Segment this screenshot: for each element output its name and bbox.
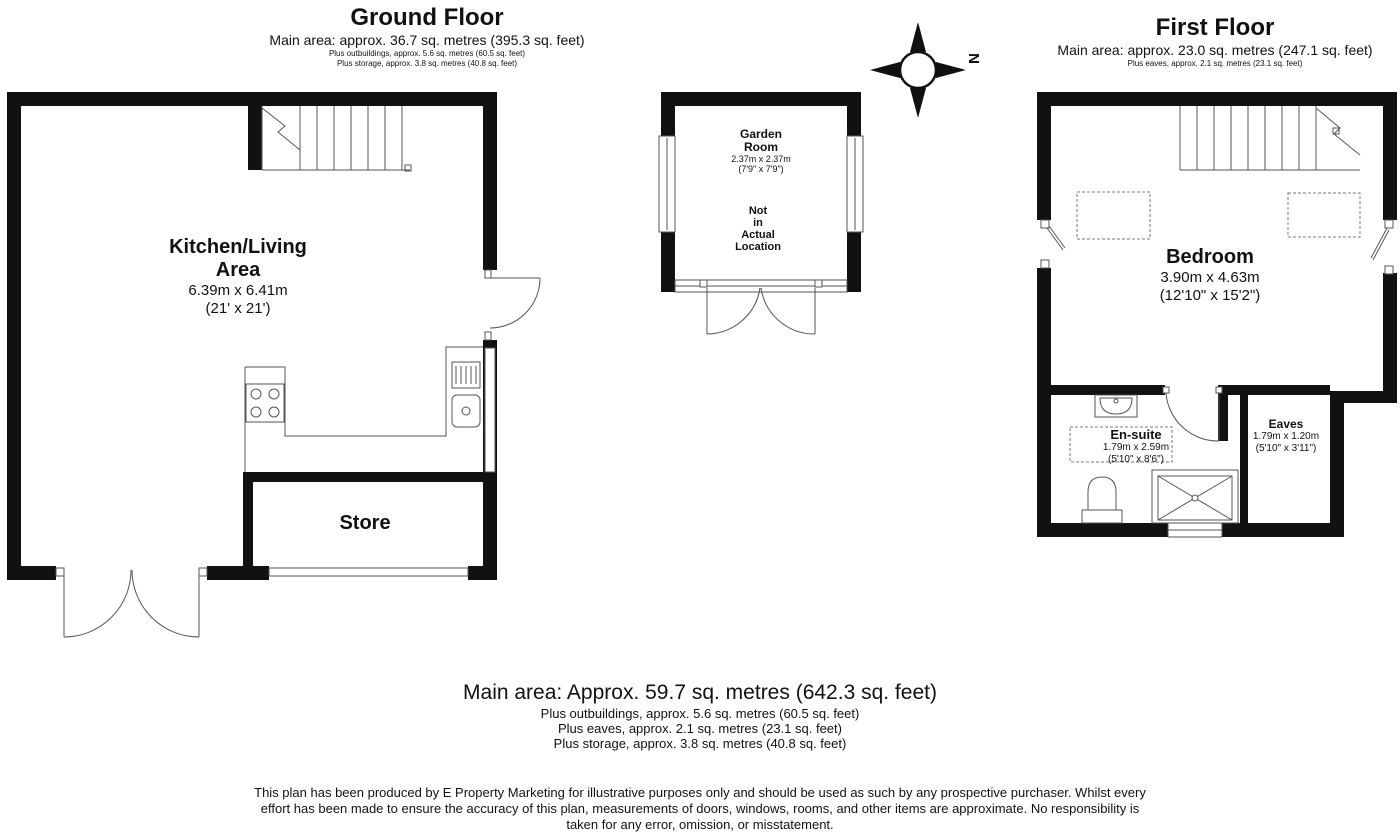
garden-room-note-line4: Location: [735, 241, 781, 253]
ground-side-door: [485, 270, 540, 340]
totals-block: [350, 680, 1050, 751]
partition-wall-eaves: [1240, 395, 1248, 523]
total-main-area: Main area: Approx. 59.7 sq. metres (642.3 sq. feet): [463, 681, 937, 704]
ground-floor-plan: [7, 92, 540, 637]
disclaimer-line1: This plan has been produced by E Property Marketing for illustrative purposes only and should be used as such by any prospective purchaser. Whilst every: [254, 785, 1146, 800]
bedroom-imperial: (12'10" x 15'2"): [1159, 287, 1261, 304]
first-right-wall-lower: [1383, 273, 1397, 403]
ground-front-doors: [56, 568, 207, 637]
ground-floor-main-area: Main area: approx. 36.7 sq. metres (395.3 sq. feet): [269, 32, 585, 48]
first-left-wall-lower: [1037, 268, 1051, 537]
ground-left-wall: [7, 92, 21, 580]
garden-room-metric: 2.37m x 2.37m: [731, 154, 791, 164]
ground-floor-storage: Plus storage, approx. 3.8 sq. metres (40.8 sq. feet): [336, 59, 518, 68]
ensuite-imperial: (5'10" x 8'6"): [1108, 454, 1164, 465]
ensuite-toilet: [1082, 477, 1122, 523]
store-window: [269, 568, 468, 576]
garden-room-note-line2: in: [753, 217, 763, 229]
total-eaves: Plus eaves, approx. 2.1 sq. metres (23.1 sq. feet): [558, 721, 842, 736]
kitchen-label: [138, 236, 338, 318]
disclaimer-line3: taken for any error, omission, or misstatement.: [566, 817, 834, 832]
first-right-wall-upper: [1383, 92, 1397, 220]
kitchen-metric: 6.39m x 6.41m: [188, 282, 288, 299]
first-top-wall: [1037, 92, 1397, 106]
rooflight-left: [1077, 192, 1150, 239]
kitchen-name-line1: Kitchen/Living: [169, 236, 307, 258]
disclaimer: [150, 785, 1250, 833]
total-outbuildings: Plus outbuildings, approx. 5.6 sq. metres (60.5 sq. feet): [540, 706, 860, 721]
first-stairs: [1180, 106, 1360, 170]
ground-bottom-wall-left: [7, 566, 56, 580]
ensuite-name: En-suite: [1110, 427, 1162, 442]
bedroom-name: Bedroom: [1166, 246, 1254, 268]
stair-wall: [248, 106, 262, 170]
ensuite-basin: [1095, 395, 1137, 417]
kitchen-imperial: (21' x 21'): [205, 300, 271, 317]
garden-room-name-line2: Room: [744, 140, 778, 154]
compass-north-label: N: [964, 53, 982, 64]
dormer-window-right: [1371, 220, 1393, 274]
first-floor-eaves: Plus eaves, approx. 2.1 sq. metres (23.1 sq. feet): [1127, 59, 1303, 68]
ground-floor-title: Ground Floor: [350, 4, 504, 31]
kitchen-counter: [245, 347, 495, 472]
garden-room-note-line3: Actual: [741, 229, 775, 241]
first-floor-header: [1030, 14, 1400, 69]
bedroom-label: [1110, 245, 1310, 305]
garden-room-note: [718, 205, 798, 253]
total-storage: Plus storage, approx. 3.8 sq. metres (40.8 sq. feet): [553, 736, 847, 751]
bedroom-metric: 3.90m x 4.63m: [1160, 269, 1260, 286]
garden-room-label: [701, 128, 821, 174]
ground-stairs: [262, 106, 411, 171]
garden-room-name-line1: Garden: [739, 127, 782, 141]
store-label: Store: [339, 512, 391, 534]
store-left-wall: [243, 472, 253, 580]
rooflight-right: [1288, 193, 1360, 237]
eaves-imperial: (5'10" x 3'11"): [1255, 443, 1317, 454]
compass-rose-icon: [870, 22, 966, 118]
first-floor-main-area: Main area: approx. 23.0 sq. metres (247.1 sq. feet): [1057, 42, 1373, 58]
ground-floor-outbuildings: Plus outbuildings, approx. 5.6 sq. metres (60.5 sq. feet): [328, 49, 526, 58]
ensuite-shower: [1152, 470, 1238, 523]
store-top-wall: [243, 472, 497, 482]
disclaimer-line2: effort has been made to ensure the accuracy of this plan, measurements of doors, windows, rooms, and other items are approximate. No responsibility is: [260, 801, 1140, 816]
ensuite-top-wall-right: [1228, 385, 1330, 395]
ensuite-top-wall-left: [1051, 385, 1165, 395]
ground-bottom-wall-mid: [207, 566, 269, 580]
first-floor-title: First Floor: [1155, 14, 1275, 41]
eaves-right-wall: [1330, 391, 1344, 537]
kitchen-name-line2: Area: [215, 259, 261, 281]
first-left-wall-upper: [1037, 92, 1051, 220]
garden-room-imperial: (7'9" x 7'9"): [738, 164, 784, 174]
first-floor-plan: [1037, 92, 1397, 537]
ground-bottom-wall-right: [468, 566, 497, 580]
ensuite-metric: 1.79m x 2.59m: [1102, 442, 1170, 453]
ground-right-wall-upper: [483, 92, 497, 270]
ground-top-wall: [7, 92, 497, 106]
garden-room-note-line1: Not: [748, 205, 768, 217]
ensuite-label: [1076, 427, 1196, 466]
garden-top-wall: [661, 92, 861, 106]
eaves-metric: 1.79m x 1.20m: [1252, 431, 1320, 442]
eaves-name: Eaves: [1268, 417, 1304, 431]
dormer-window-left: [1041, 220, 1065, 268]
eaves-label: [1246, 417, 1326, 455]
ground-floor-header: [252, 4, 602, 69]
